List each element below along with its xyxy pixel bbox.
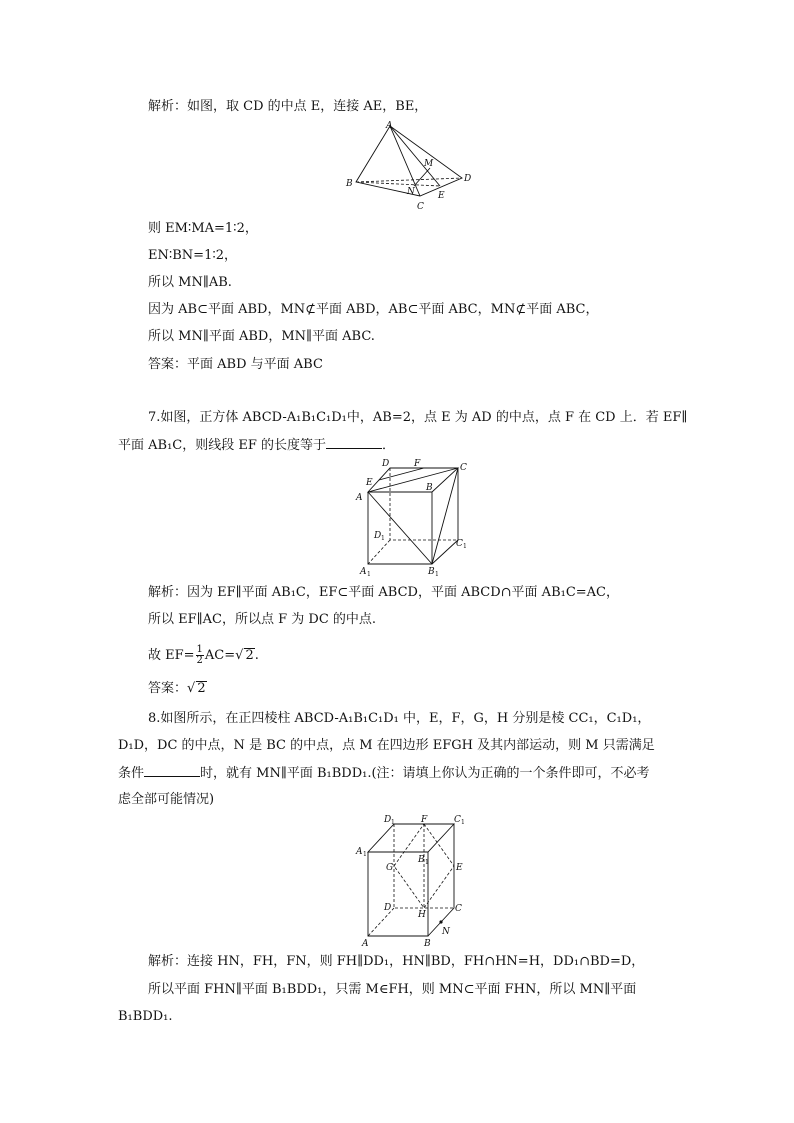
solution-7-answer: 答案：√ 2 [148, 681, 206, 696]
svg-text:1: 1 [463, 543, 467, 550]
label-M: M [424, 159, 434, 169]
label-H: H [418, 910, 426, 920]
cube-figure [352, 458, 474, 576]
label-G: G [386, 863, 394, 873]
label-D: D [384, 903, 392, 913]
question-8-line-1: 8.如图所示，在正四棱柱 ABCD-A₁B₁C₁D₁ 中，E，F，G，H 分别是棱 CC₁，C₁D₁， [148, 711, 651, 726]
label-B1: B [428, 567, 435, 576]
label-C: C [460, 463, 467, 473]
svg-text:1: 1 [435, 571, 439, 576]
label-N: N [442, 927, 450, 937]
solution-6-line-3: EN∶BN=1∶2， [148, 248, 237, 263]
label-F: F [414, 459, 421, 469]
label-B: B [426, 483, 433, 493]
label-E: E [438, 191, 445, 201]
tetrahedron-figure [340, 118, 480, 218]
question-7-text: 平面 AB₁C，则线段 EF 的长度等于 [118, 438, 327, 453]
svg-text:1: 1 [367, 571, 371, 576]
ef-equals: 故 EF= [148, 648, 195, 663]
point-N [439, 920, 442, 923]
solution-6-line-6: 所以 MN∥平面 ABD，MN∥平面 ABC. [148, 329, 375, 344]
svg-text:1: 1 [391, 819, 395, 826]
answer-label: 答案： [148, 681, 188, 696]
solution-8-line-2: 所以平面 FHN∥平面 B₁BDD₁，只需 M∈FH，则 MN⊂平面 FHN，所以 MN∥平面 [148, 982, 637, 997]
question-8-line-4: 虑全部可能情况) [118, 792, 215, 807]
svg-text:1: 1 [363, 851, 367, 858]
solution-6-line-4: 所以 MN∥AB. [148, 275, 232, 290]
svg-text:1: 1 [461, 819, 465, 826]
solution-6-line-5: 因为 AB⊂平面 ABD，MN⊄平面 ABD，AB⊂平面 ABC，MN⊄平面 ABC， [148, 302, 599, 317]
question-7-line-1: 7.如图，正方体 ABCD-A₁B₁C₁D₁中，AB=2，点 E 为 AD 的中点，点 F 在 CD 上．若 EF∥ [148, 410, 688, 425]
label-E: E [366, 478, 373, 488]
label-A: A [362, 939, 369, 948]
question-8-line-2: D₁D，DC 的中点，N 是 BC 的中点，点 M 在四边形 EFGH 及其内部运动，则 M 只需满足 [118, 738, 655, 753]
label-N: N [407, 187, 415, 197]
svg-text:1: 1 [381, 535, 385, 542]
ac-equals: AC= [204, 648, 236, 663]
answer-blank-8 [144, 764, 200, 777]
label-C: C [417, 202, 424, 212]
solution-8-line-1: 解析：连接 HN，FH，FN，则 FH∥DD₁，HN∥BD，FH∩HN=H，DD₁∩BD=D， [148, 954, 645, 969]
label-D1: D [374, 531, 382, 541]
solution-7-line-3: 故 EF= $\frac{1}{2}$ AC=√ 2. [148, 644, 259, 666]
one-half-fraction: $\frac{1}{2}$ [196, 644, 203, 666]
svg-text:1: 1 [425, 859, 429, 866]
label-D: D [382, 459, 390, 469]
label-B1: B [418, 855, 425, 865]
condition-label: 条件 [118, 766, 145, 781]
prism-figure [354, 812, 470, 948]
label-A: A [356, 493, 363, 503]
question-7-end: ． [382, 438, 396, 453]
question-8-rest: 时，就有 MN∥平面 B₁BDD₁.(注：请填上你认为正确的一个条件即可，不必考 [200, 766, 650, 781]
label-B: B [424, 939, 431, 948]
question-8-line-3 [118, 764, 650, 783]
label-C1: C [456, 539, 463, 549]
solution-6-answer: 答案：平面 ABD 与平面 ABC [148, 357, 323, 372]
label-D1: D [384, 815, 392, 825]
label-A: A [386, 121, 393, 131]
label-E: E [456, 863, 463, 873]
sqrt-two: 2 [245, 648, 254, 663]
question-7-line-2 [118, 436, 395, 455]
label-D: D [464, 174, 472, 184]
label-A1: A [356, 847, 363, 857]
label-A1: A [360, 567, 367, 576]
label-F: F [421, 815, 428, 825]
solution-7-line-2: 所以 EF∥AC，所以点 F 为 DC 的中点. [148, 612, 377, 627]
label-C: C [455, 904, 462, 914]
label-B: B [346, 179, 353, 189]
label-C1: C [454, 815, 461, 825]
answer-blank-7 [326, 436, 382, 449]
solution-7-line-1: 解析：因为 EF∥平面 AB₁C，EF⊂平面 ABCD，平面 ABCD∩平面 AB₁C=AC， [148, 585, 620, 600]
answer-sqrt-two: 2 [197, 681, 206, 696]
solution-6-line-2: 则 EM∶MA=1∶2， [148, 221, 258, 236]
solution-8-line-3: B₁BDD₁. [118, 1009, 173, 1024]
solution-6-line-1: 解析：如图，取 CD 的中点 E，连接 AE，BE， [148, 99, 428, 114]
